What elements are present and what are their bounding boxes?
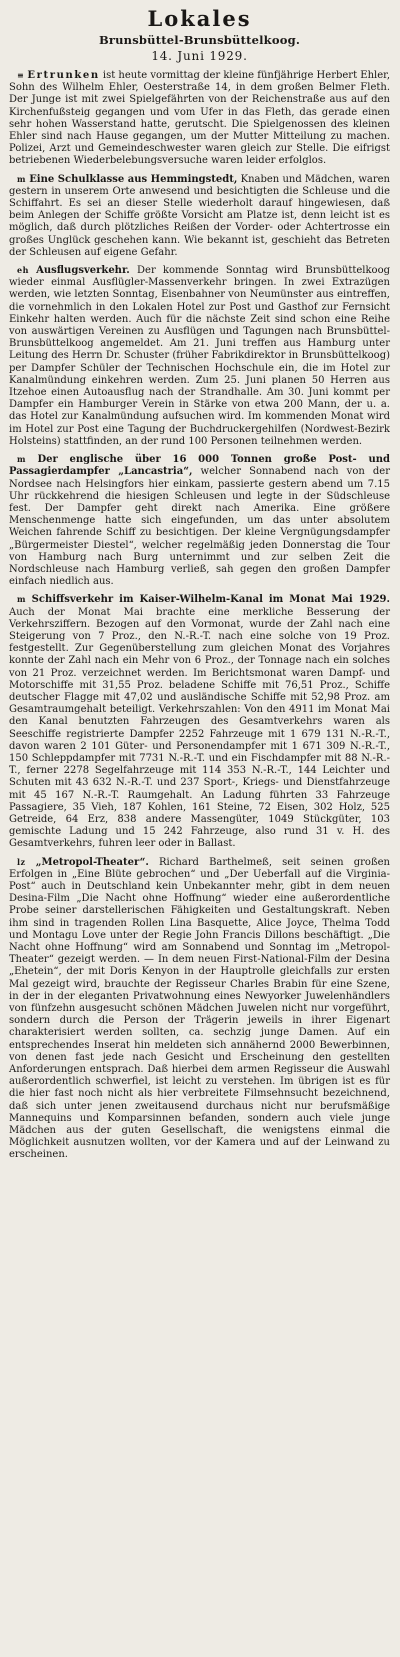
article-lancastria: [9, 453, 390, 588]
article-mark: m: [17, 454, 26, 465]
article-body: welcher Sonnabend nach von der Nordsee nach Helsingfors hier einkam, passierte gestern abend um 7.15 Uhr rückkehrend die hiesigen Schleusen und legte in der Südschleuse fest. Der Dampfer geht direkt nach Amerika. Eine größere Menschenmenge hatte sich eingefunden, um das unter absolutem Weichen fahrende Schiff zu besichtigen. Der kleine Vergnügungsdampfer „Bürgermeister Diestel“, welcher regelmäßig jeden Donnerstag die Tour von Hamburg nach Burg unternimmt und zur selben Zeit die Nordschleuse nach Hamburg verließ, sah gegen den großen Dampfer einfach niedlich aus.: [9, 466, 391, 588]
article-lead: „Metropol-Theater“.: [35, 856, 149, 868]
article-mark: m: [17, 594, 26, 605]
article-canal-traffic: [9, 593, 390, 850]
article-excursion-traffic: [9, 264, 390, 448]
article-lead: Eine Schulklasse aus Hemmingstedt,: [29, 173, 238, 185]
article-body: ist heute vormittag der kleine fünfjährige Herbert Ehler, Sohn des Wilhelm Ehler, Oesterstraße 14, in dem großen Belmer Fleth. Der Junge ist mit zwei Spielgefährten von der Reichenstraße aus auf den Kirchenfußsteig gegangen und vom Ufer in das Fleth, das gerade einen sehr hohen Wasserstand hatte, gerutscht. Die Spielgenossen des kleinen Ehler sind nach Hause gegangen, um der Mutter Mitteilung zu machen. Polizei, Arzt und Gemeindeschwester waren gleich zur Stelle. Die eifrigst betriebenen Wiederbelebungsversuche waren leider erfolglos.: [9, 70, 390, 167]
article-body: Der kommende Sonntag wird Brunsbüttelkoog wieder einmal Ausflügler-Massenverkehr bringen. In zwei Extrazügen werden, wie letzten Sonntag, Eisenbahner von Neumünster aus eintreffen, die vornehmlich in den Lokalen Hotel zur Post und Gasthof zur Fernsicht Einkehr halten werden. Auch für die nächste Zeit sind schon eine Reihe von auswärtigen Vereinen zu Ausflügen und Tagungen nach Brunsbüttel-Brunsbüttelkoog angemeldet. Am 21. Juni treffen aus Hamburg unter Leitung des Herrn Dr. Schuster (früher Fabrikdirektor in Brunsbüttelkoog) per Dampfer Schüler der Technischen Hochschule ein, die im Hotel zur Kanalmündung einkehren werden. Zum 25. Juni planen 50 Herren aus Itzehoe einen Autoausflug nach der Strandhalle. Am 30. Juni kommt per Dampfer ein Hamburger Verein in Stärke von etwa 200 Mann, der u. a. das Hotel zur Kanalmündung aufsuchen wird. Im kommenden Monat wird im Hotel zur Post eine Tagung der Buchdruckergehilfen (Nordwest-Bezirk Holsteins) stattfinden, an der rund 100 Personen teilnehmen werden.: [9, 265, 390, 447]
issue-date: 14. Juni 1929.: [151, 49, 248, 63]
article-body: Richard Barthelmeß, seit seinen großen Erfolgen in „Eine Blüte gebrochen“ und „Der Ueberfall auf die Virginia-Post“ auch in Deutschland kein Unbekannter mehr, gibt in dem neuen Desina-Film „Die Nacht ohne Hoffnung“ wieder eine außerordentliche Probe seiner darstellerischen Fähigkeiten und Gestaltungskraft. Neben ihm sind in tragenden Rollen Lina Basquette, Alice Joyce, Thelma Todd und Montagu Love unter der Regie John Francis Dillons beschäftigt. „Die Nacht ohne Hoffnung“ wird am Sonnabend und Sonntag im „Metropol-Theater“ gezeigt werden. — In dem neuen First-National-Film der Desina „Ehetein“, der mit Doris Kenyon in der Hauptrolle gleichfalls zur ersten Mal gezeigt wird, brauchte der Regisseur Charles Brabin für eine Szene, in der in der eleganten Privatwohnung eines Newyorker Juwelenhändlers von fünfzehn ausgesucht schönen Mädchen Juwelen nicht nur vorgeführt, sondern durch die Person der Trägerin jeweils in ihrer Eigenart charakterisiert werden sollten, ca. sechzig junge Damen. Auf ein entsprechendes Inserat hin meldeten sich annähernd 2000 Bewerbinnen, von denen fast jede nach Gesicht und Erscheinung den gestellten Anforderungen entsprach. Daß hierbei dem armen Regisseur die Auswahl außerordentlich schwerfiel, ist leicht zu verstehen. Im übrigen ist es für die hier fast noch nicht als hier verbreitete Filmsehnsucht bezeichnend, daß sich unter jenen zweitausend durchaus nicht nur berufsmäßige Mannequins und Komparsinnen befanden, sondern auch viele junge Mädchen aus der guten Gesellschaft, die wenigstens einmal die Möglichkeit ausnutzen wollten, vor der Kamera und auf der Leinwand zu erscheinen.: [9, 856, 390, 1161]
section-title: Lokales: [147, 6, 252, 31]
article-mark: lz: [17, 856, 26, 867]
article-lead: Ausflugsverkehr.: [36, 265, 130, 277]
article-drowning: [9, 69, 390, 168]
article-school-class: [9, 173, 390, 259]
article-lead: Ertrunken: [27, 70, 100, 81]
article-body: Knaben und Mädchen, waren gestern in unserem Orte anwesend und besichtigten die Schleuse und die Schiffahrt. Es sei an dieser Stelle wiederholt darauf hingewiesen, daß beim Anlegen der Schiffe größte Vorsicht am Platze ist, denn leicht ist es möglich, daß durch plötzliches Reißen der Vorder- oder Achtertrosse ein großes Unglück geschehen kann. Wie bekannt ist, geschieht das Betreten der Schleusen auf eigene Gefahr.: [9, 173, 390, 258]
article-metropol-theater: [9, 856, 390, 1162]
article-lead: Der englische über 16 000 Tonnen große Post- und Passagierdampfer „Lancastria“,: [9, 454, 390, 478]
article-body: Auch der Monat Mai brachte eine merkliche Besserung der Verkehrsziffern. Bezogen auf den Vormonat, wurde der Zahl nach eine Steigerung von 7 Proz., den N.-R.-T. nach eine solche von 19 Proz. festgestellt. Zur Gegenüberstellung zum gleichen Monat des Vorjahres konnte der Zahl nach ein Mehr von 6 Proz., der Tonnage nach ein solches von 21 Proz. verzeichnet werden. Im Berichtsmonat waren Dampf- und Motorschiffe mit 31,55 Proz. beladene Schiffe mit 76,51 Proz., Schiffe deutscher Flagge mit 47,02 und ausländische Schiffe mit 52,98 Proz. am Gesamtraumgehalt beteiligt. Verkehrszahlen: Von den 4911 im Monat Mai den Kanal benutzten Fahrzeugen des Gesamtverkehrs waren als Seeschiffe registrierte Dampfer 2252 Fahrzeuge mit 1 679 131 N.-R.-T., davon waren 2 101 Güter- und Personendampfer mit 1 671 309 N.-R.-T., 150 Schleppdampfer mit 7731 N.-R.-T. und ein Fischdampfer mit 88 N.-R.-T., ferner 2278 Segelfahrzeuge mit 114 353 N.-R.-T., 144 Leichter und Schuten mit 43 632 N.-R.-T. und 237 Sport-, Kriegs- und Dienstfahrzeuge mit 45 167 N.-R.-T. Raumgehalt. An Ladung führten 33 Fahrzeuge Passagiere, 35 Vieh, 187 Kohlen, 161 Steine, 72 Eisen, 302 Holz, 525 Getreide, 64 Erz, 838 andere Massengüter, 1049 Stückgüter, 103 gemischte Ladung und 15 242 Fahrzeuge, also rund 31 v. H. des Gesamtverkehrs, fuhren leer oder in Ballast.: [9, 606, 390, 850]
masthead: [9, 6, 390, 64]
article-mark: eh: [17, 265, 29, 276]
article-lead: Schiffsverkehr im Kaiser-Wilhelm-Kanal im Monat Mai 1929.: [31, 594, 391, 606]
article-mark: ≡: [17, 70, 25, 80]
dateline: Brunsbüttel-Brunsbüttelkoog.: [98, 33, 301, 47]
article-mark: m: [17, 173, 26, 184]
